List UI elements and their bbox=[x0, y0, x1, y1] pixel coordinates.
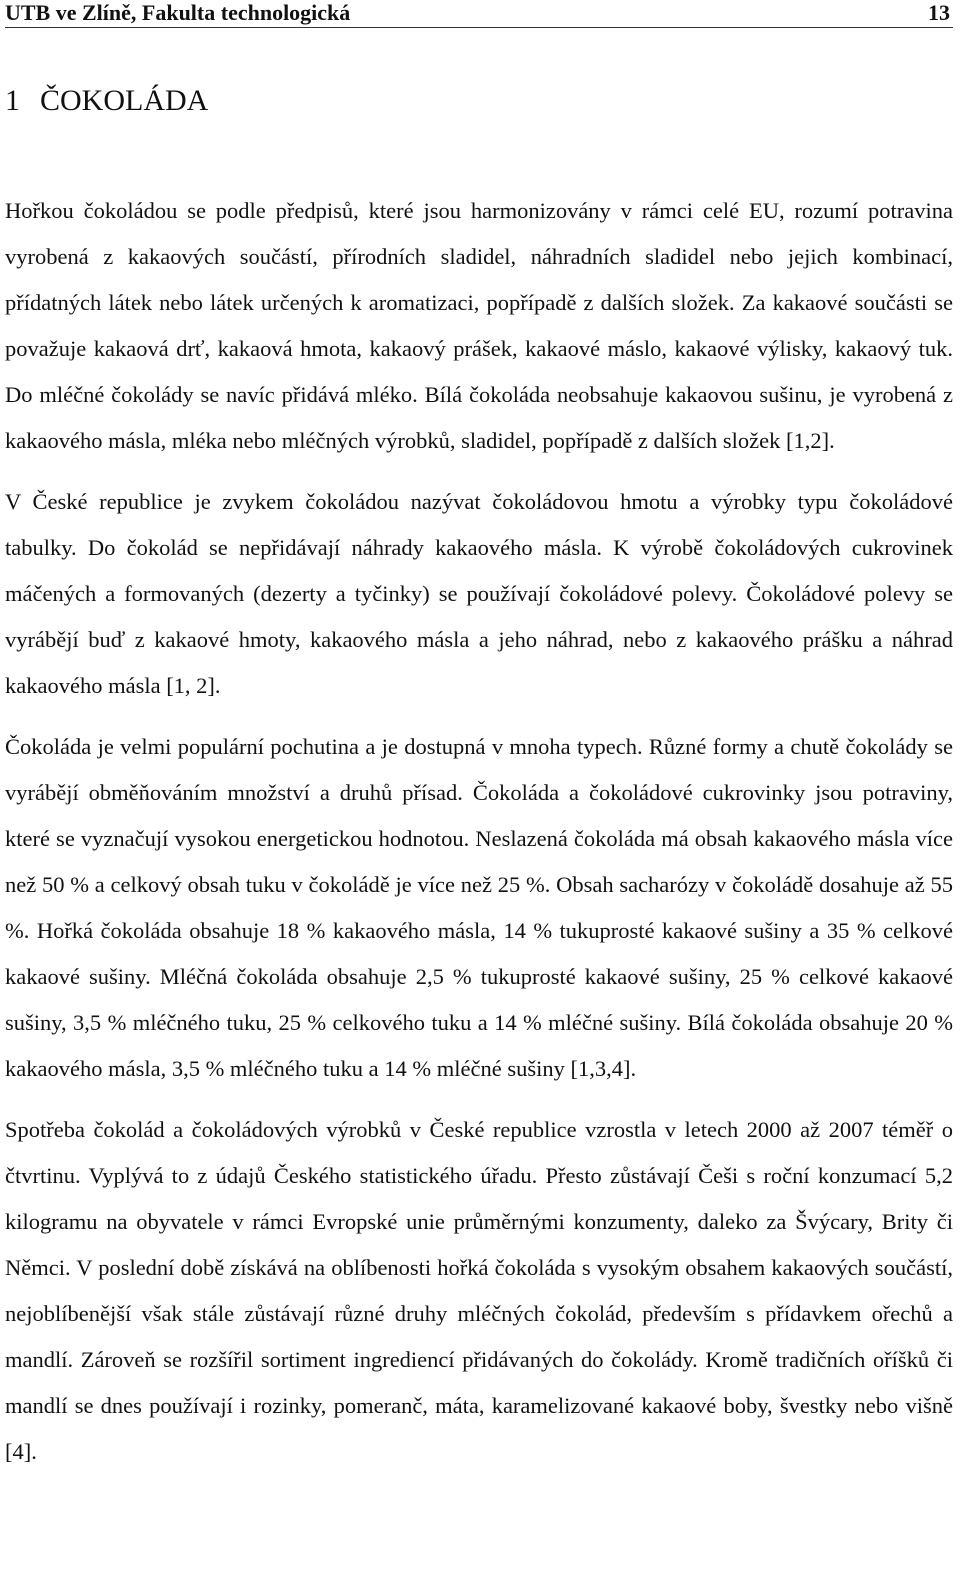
paragraph: Čokoláda je velmi populární pochutina a je dostupná v mnoha typech. Různé formy a chutě čokolády se vyrábějí obměňováním množství a druhů přísad. Čokoláda a čokoládové cukrovinky jsou potraviny, které se vyznačují vysokou energetickou hodnotou. Neslazená čokoláda má obsah kakaového másla více než 50 % a celkový obsah tuku v čokoládě je více než 25 %. Obsah sacharózy v čokoládě dosahuje až 55 %. Hořká čokoláda obsahuje 18 % kakaového másla, 14 % tukuprosté kakaové sušiny a 35 % celkové kakaové sušiny. Mléčná čokoláda obsahuje 2,5 % tukuprosté kakaové sušiny, 25 % celkové kakaové sušiny, 3,5 % mléčného tuku, 25 % celkového tuku a 14 % mléčné sušiny. Bílá čokoláda obsahuje 20 % kakaového másla, 3,5 % mléčného tuku a 14 % mléčné sušiny [1,3,4]. bbox=[5, 734, 953, 1081]
chapter-number: 1 bbox=[5, 84, 20, 117]
page-number: 13 bbox=[928, 0, 950, 25]
chapter-heading bbox=[5, 83, 953, 119]
chapter-title: ČOKOLÁDA bbox=[40, 84, 209, 117]
body-text bbox=[5, 188, 953, 1475]
running-header bbox=[5, 0, 953, 28]
paragraph: V České republice je zvykem čokoládou nazývat čokoládovou hmotu a výrobky typu čokoládové tabulky. Do čokolád se nepřidávají náhrady kakaového másla. K výrobě čokoládových cukrovinek máčených a formovaných (dezerty a tyčinky) se používají čokoládové polevy. Čokoládové polevy se vyrábějí buď z kakaové hmoty, kakaového másla a jeho náhrad, nebo z kakaového prášku a náhrad kakaového másla [1, 2]. bbox=[5, 489, 953, 698]
paragraph: Spotřeba čokolád a čokoládových výrobků v České republice vzrostla v letech 2000 až 2007 téměř o čtvrtinu. Vyplývá to z údajů Českého statistického úřadu. Přesto zůstávají Češi s roční konzumací 5,2 kilogramu na obyvatele v rámci Evropské unie průměrnými konzumenty, daleko za Švýcary, Brity či Němci. V poslední době získává na oblíbenosti hořká čokoláda s vysokým obsahem kakaových součástí, nejoblíbenější však stále zůstávají různé druhy mléčných čokolád, především s přídavkem ořechů a mandlí. Zároveň se rozšířil sortiment ingrediencí přidávaných do čokolády. Kromě tradičních oříšků či mandlí se dnes používají i rozinky, pomeranč, máta, karamelizované kakaové boby, švestky nebo višně [4]. bbox=[5, 1117, 953, 1464]
header-institution: UTB ve Zlíně, Fakulta technologická bbox=[5, 0, 351, 25]
paragraph: Hořkou čokoládou se podle předpisů, které jsou harmonizovány v rámci celé EU, rozumí potravina vyrobená z kakaových součástí, přírodních sladidel, náhradních sladidel nebo jejich kombinací, přídatných látek nebo látek určených k aromatizaci, popřípadě z dalších složek. Za kakaové součásti se považuje kakaová drť, kakaová hmota, kakaový prášek, kakaové máslo, kakaové výlisky, kakaový tuk. Do mléčné čokolády se navíc přidává mléko. Bílá čokoláda neobsahuje kakaovou sušinu, je vyrobená z kakaového másla, mléka nebo mléčných výrobků, sladidel, popřípadě z dalších složek [1,2]. bbox=[5, 198, 953, 453]
